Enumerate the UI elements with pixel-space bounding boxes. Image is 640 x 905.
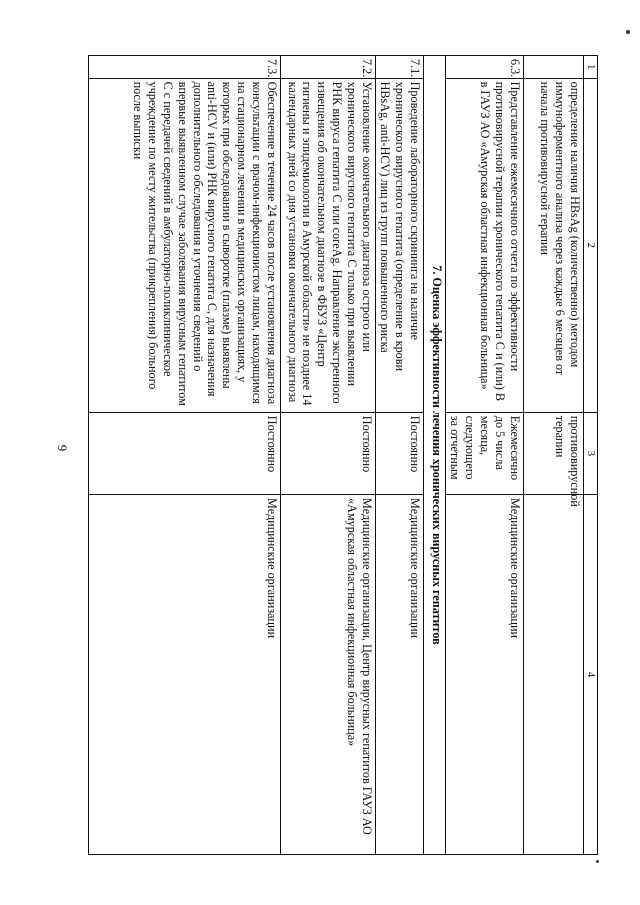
- row-number: 6.3.: [446, 56, 523, 79]
- row-executor: Медицинские организации: [446, 495, 523, 855]
- row-period: Постоянно: [280, 412, 375, 494]
- row-number: 7.2.: [280, 56, 375, 79]
- table-row: [375, 56, 423, 855]
- header-col-4: 4: [583, 495, 597, 855]
- rotated-page-content: [88, 55, 598, 855]
- row-executor: Медицинские организации, Центр вирусных гепатитов ГАУЗ АО «Амурская областная инфекционная больница»: [280, 495, 375, 855]
- row-period: Ежемесячно до 5 числа месяца, следующего за отчетным: [446, 412, 523, 494]
- row-period: Постоянно: [375, 412, 423, 494]
- header-col-2: 2: [583, 78, 597, 412]
- scan-speck: [596, 860, 599, 863]
- row-text: определение наличия HBsAg (количественно) методом иммуноферментного анализа через каждые 6 месяцев от начала противовирусной терапии: [523, 78, 583, 412]
- table-row: [523, 56, 583, 855]
- row-text: Проведение лабораторного скрининга на наличие хронического вирусного гепатита (определение в крови HBsAg, anti-HCV) лиц из групп повышенного риска: [375, 78, 423, 412]
- row-executor: Медицинские организации: [89, 495, 281, 855]
- row-text: Обеспечение в течение 24 часов после установления диагноза консультации с врачом-инфекционистом лицам, находящимся на стационарном лечении в медицинских организациях, у которых при обследовании в сыворотке (плазме) выявлены anti-HCV и (или) РНК вирусного гепатита С, для назначения дополнительного обследования и уточнения сведений о впервые выявленном случае заболевания вирусным гепатитом С с передачей сведений в амбулаторно-поликлиническое учреждение по месту жительства (прикрепления) больного после выписки: [89, 78, 281, 412]
- header-col-1: 1: [583, 56, 597, 79]
- row-number: 7.1.: [375, 56, 423, 79]
- table-header-row: [583, 56, 597, 855]
- row-executor: Медицинские организации: [375, 495, 423, 855]
- section-title: 7. Оценка эффективности лечения хронических вирусных гепатитов: [423, 56, 446, 855]
- row-executor: [523, 495, 583, 855]
- row-period: Постоянно: [89, 412, 281, 494]
- section-row: [423, 56, 446, 855]
- page-number: 9: [55, 444, 70, 452]
- row-number: [523, 56, 583, 79]
- scan-speck: [626, 30, 630, 34]
- row-period: противовирусной терапии: [523, 412, 583, 494]
- table-row: [280, 56, 375, 855]
- table-row: [89, 56, 281, 855]
- table-row: [446, 56, 523, 855]
- row-text: Установление окончательного диагноза острого или хронического вирусного гепатита С только при выявлении РНК вируса гепатита С или coreAg. Направление экстренного извещения об окончательном диагнозе в ФБУЗ «Центр гигиены и эпидемиологии в Амурской области» не позднее 14 календарных дней со дня установки окончательного диагноза: [280, 78, 375, 412]
- row-number: 7.3.: [89, 56, 281, 79]
- row-text: Представление ежемесячного отчета по эффективности противовирусной терапии хронического гепатита С и (или) В в ГАУЗ АО «Амурская областная инфекционная больница»: [446, 78, 523, 412]
- measures-table: [88, 55, 598, 855]
- header-col-3: 3: [583, 412, 597, 494]
